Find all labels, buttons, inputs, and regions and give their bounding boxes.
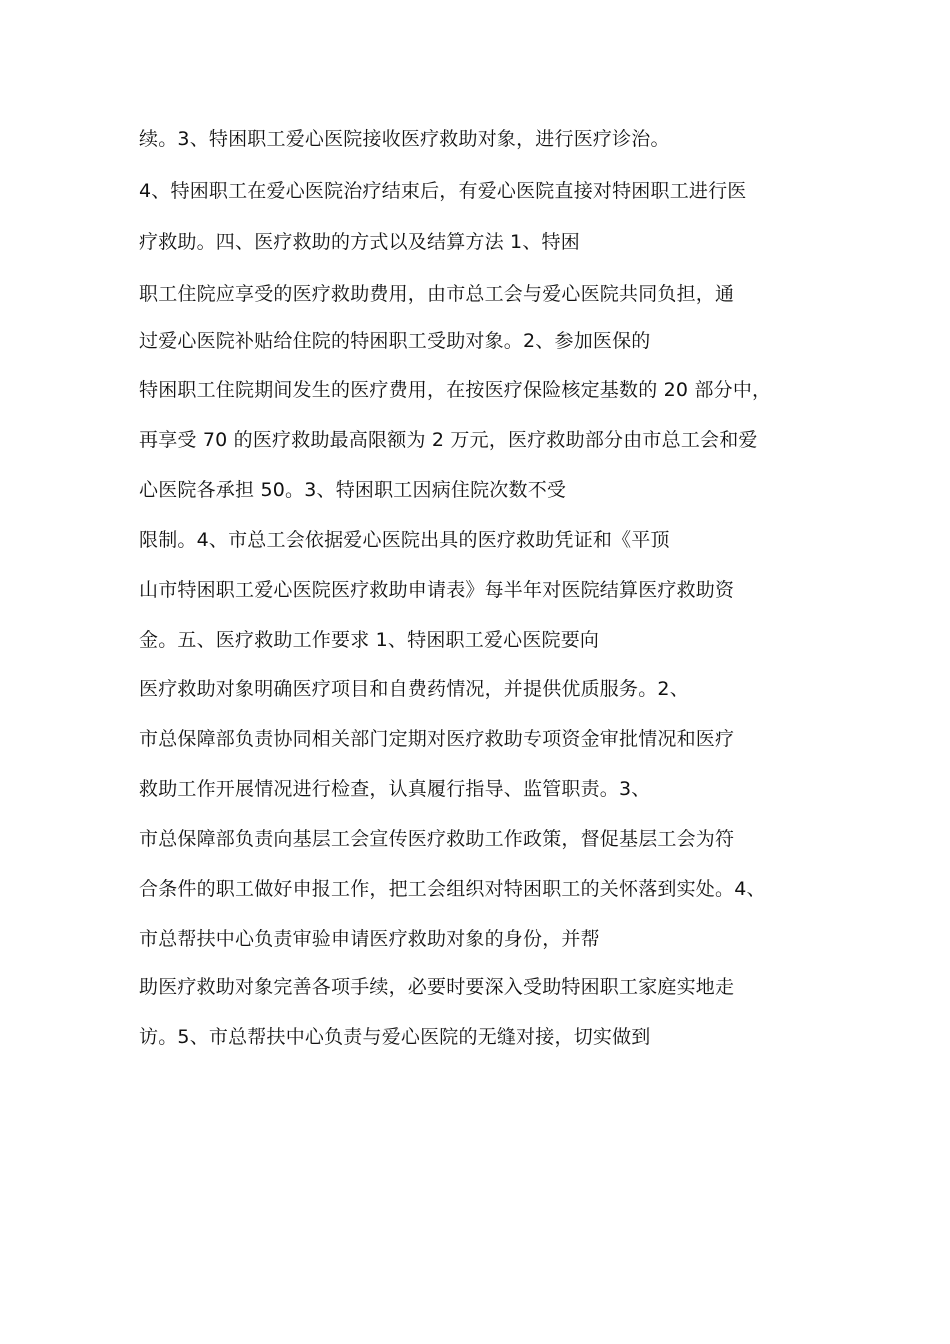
body-text-line: 访。5、市总帮扶中心负责与爱心医院的无缝对接，切实做到 bbox=[139, 1026, 651, 1048]
body-text-line: 金。五、医疗救助工作要求 1、特困职工爱心医院要向 bbox=[139, 629, 600, 651]
body-text-line: 市总保障部负责协同相关部门定期对医疗救助专项资金审批情况和医疗 bbox=[139, 728, 735, 750]
body-text-line: 疗救助。四、医疗救助的方式以及结算方法 1、特困 bbox=[139, 231, 580, 253]
body-text-line: 心医院各承担 50。3、特困职工因病住院次数不受 bbox=[139, 479, 567, 501]
body-text-line: 限制。4、市总工会依据爱心医院出具的医疗救助凭证和《平顶 bbox=[139, 529, 670, 551]
body-text-line: 特困职工住院期间发生的医疗费用，在按医疗保险核定基数的 20 部分中， bbox=[139, 379, 772, 401]
body-text-line: 市总保障部负责向基层工会宣传医疗救助工作政策，督促基层工会为符 bbox=[139, 828, 735, 850]
body-text-line: 过爱心医院补贴给住院的特困职工受助对象。2、参加医保的 bbox=[139, 330, 651, 352]
body-text-line: 再享受 70 的医疗救助最高限额为 2 万元，医疗救助部分由市总工会和爱 bbox=[139, 429, 758, 451]
body-text-line: 市总帮扶中心负责审验申请医疗救助对象的身份，并帮 bbox=[139, 928, 600, 950]
body-text-line: 合条件的职工做好申报工作，把工会组织对特困职工的关怀落到实处。4、 bbox=[139, 878, 766, 900]
body-text-line: 续。3、特困职工爱心医院接收医疗救助对象，进行医疗诊治。 bbox=[139, 128, 670, 150]
body-text-line: 山市特困职工爱心医院医疗救助申请表》每半年对医院结算医疗救助资 bbox=[139, 579, 735, 601]
body-text-line: 医疗救助对象明确医疗项目和自费药情况，并提供优质服务。2、 bbox=[139, 678, 689, 700]
body-text-line: 职工住院应享受的医疗救助费用，由市总工会与爱心医院共同负担，通 bbox=[139, 283, 735, 305]
body-text-line: 4、特困职工在爱心医院治疗结束后，有爱心医院直接对特困职工进行医 bbox=[139, 180, 747, 202]
body-text-line: 救助工作开展情况进行检查，认真履行指导、监管职责。3、 bbox=[139, 778, 651, 800]
body-text-line: 助医疗救助对象完善各项手续，必要时要深入受助特困职工家庭实地走 bbox=[139, 976, 735, 998]
